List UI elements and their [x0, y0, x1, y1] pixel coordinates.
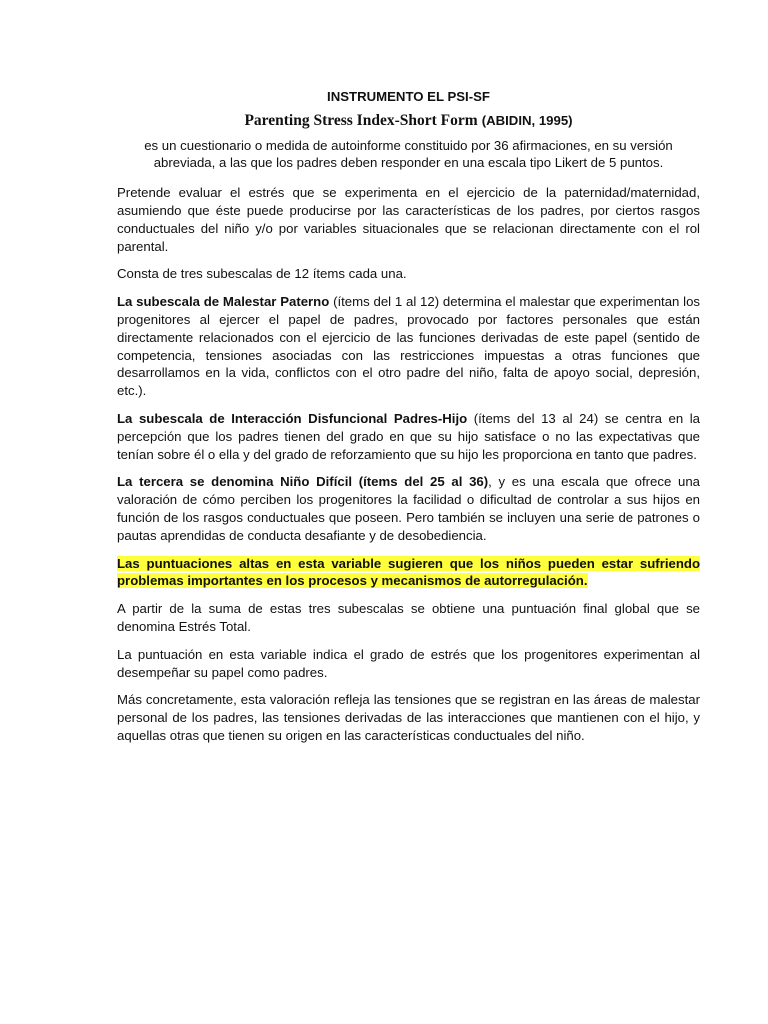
nino-dificil-text: , y es una escala que ofrece una valoración de cómo perciben los progenitores la facilidad o dificultad de controlar a sus hijos en función de los rasgos conductuales que poseen. Pero también se incluyen una serie de patrones o pautas aprendidas de conducta desafiante y de desobediencia. [117, 474, 700, 543]
document-subtitle [117, 112, 700, 131]
paragraph-estres-total: A partir de la suma de estas tres subescalas se obtiene una puntuación final global que se denomina Estrés Total. [117, 601, 700, 634]
document-title: INSTRUMENTO EL PSI-SF [327, 89, 490, 104]
paragraph-nino-dificil [117, 473, 700, 544]
paragraph-malestar-paterno [117, 293, 700, 400]
paragraph-interaccion-disfuncional [117, 410, 700, 463]
paragraph-concretely: Más concretamente, esta valoración refleja las tensiones que se registran en las áreas de malestar personal de los padres, las tensiones derivadas de las interacciones que mantienen con el hijo, y aquellas otras que tienen su origen en las características conductuales del niño. [117, 692, 700, 743]
interaccion-disfuncional-term: La subescala de Interacción Disfuncional Padres-Hijo [117, 410, 468, 426]
malestar-paterno-term: La subescala de Malestar Paterno [117, 294, 330, 310]
paragraph-highlighted [117, 555, 700, 591]
document-page [117, 88, 700, 755]
paragraph-structure: Consta de tres subescalas de 12 ítems cada una. [117, 266, 407, 282]
nino-dificil-term: La tercera se denomina Niño Difícil (ítems del 25 al 36) [117, 474, 489, 490]
subtitle-author: (ABIDIN, 1995) [481, 112, 573, 128]
highlighted-text: Las puntuaciones altas en esta variable sugieren que los niños pueden estar sufriendo problemas importantes en los procesos y mecanismos de autorregulación. [117, 555, 700, 589]
subtitle-main: Parenting Stress Index-Short Form [244, 111, 478, 129]
malestar-paterno-text: (ítems del 1 al 12) determina el malestar que experimentan los progenitores al ejercer el papel de padres, provocado por factores personales que están directamente relacionados con el ejercicio de las funciones derivadas de este papel (sentido de competencia, tensiones asociadas con las restricciones impuestas a otras funciones que desarrollamos en la vida, conflictos con el otro padre del niño, falta de apoyo social, depresión, etc.). [117, 294, 700, 399]
paragraph-purpose: Pretende evaluar el estrés que se experimenta en el ejercicio de la paternidad/maternidad, asumiendo que éste puede producirse por las características de los padres, por ciertos rasgos conductuales del niño y/o por variables situacionales que se relacionan directamente con el rol parental. [117, 185, 700, 254]
intro-line-2: abreviada, a las que los padres deben responder en una escala tipo Likert de 5 puntos. [153, 155, 664, 171]
paragraph-score-meaning: La puntuación en esta variable indica el grado de estrés que los progenitores experimentan al desempeñar su papel como padres. [117, 646, 700, 680]
interaccion-disfuncional-text: (ítems del 13 al 24) se centra en la percepción que los padres tienen del grado en que su hijo satisface o no las expectativas que tenían sobre él o ella y del grado de reforzamiento que su hijo les proporciona en tanto que padres. [117, 410, 700, 462]
intro-text [117, 137, 700, 173]
intro-line-1: es un cuestionario o medida de autoinforme constituido por 36 afirmaciones, en su versión [144, 137, 673, 153]
